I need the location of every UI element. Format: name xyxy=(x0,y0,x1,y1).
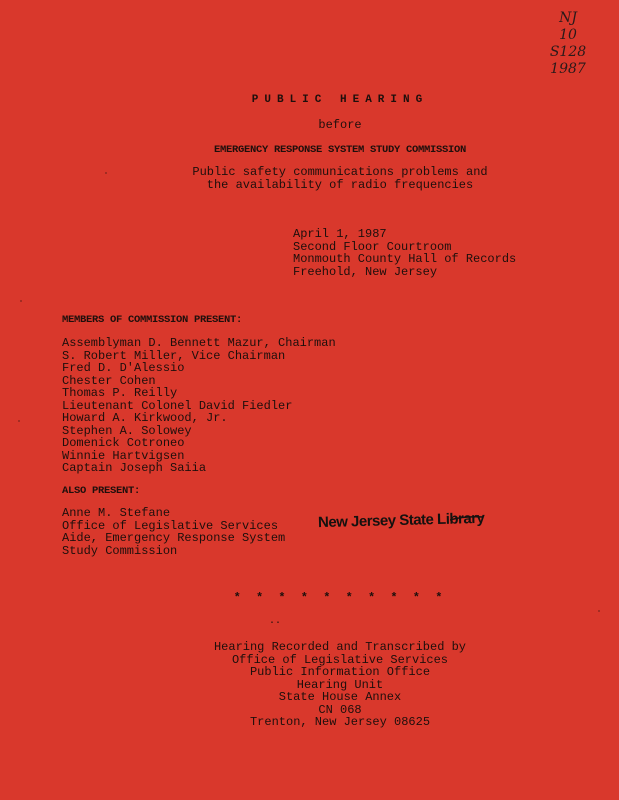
footer-line: Public Information Office xyxy=(249,665,431,679)
handwritten-line: NJ xyxy=(559,10,577,26)
footer-line: State House Annex xyxy=(278,690,402,704)
members-list xyxy=(62,337,336,475)
transcription-credit xyxy=(140,641,540,729)
also-present-item: Anne M. Stefane xyxy=(62,506,171,520)
footer-line: Hearing Recorded and Transcribed by xyxy=(213,640,467,654)
member-item: Winnie Hartvigsen xyxy=(62,448,185,463)
handwritten-line: 10 xyxy=(559,27,577,43)
date-location-block xyxy=(293,228,516,278)
footer-line: Office of Legislative Services xyxy=(231,652,449,667)
separator-stars: * * * * * * * * * * xyxy=(233,591,447,605)
document-title: PUBLIC HEARING xyxy=(251,94,429,106)
footer-line: Trenton, New Jersey 08625 xyxy=(249,715,431,729)
member-item: S. Robert Miller, Vice Chairman xyxy=(62,348,286,363)
before-label: before xyxy=(318,118,362,132)
hearing-room: Second Floor Courtroom xyxy=(293,239,452,254)
small-mark: .. xyxy=(268,616,281,627)
hearing-building: Monmouth County Hall of Records xyxy=(293,252,517,266)
member-item: Domenick Cotroneo xyxy=(62,436,185,450)
member-item: Stephen A. Solowey xyxy=(62,423,192,438)
paper-speck xyxy=(20,300,22,302)
member-item: Fred D. D'Alessio xyxy=(62,361,185,375)
hearing-city: Freehold, New Jersey xyxy=(293,264,438,279)
paper-speck xyxy=(18,420,20,422)
handwritten-line: S128 xyxy=(549,44,587,60)
hearing-date: April 1, 1987 xyxy=(293,227,387,241)
member-item: Howard A. Kirkwood, Jr. xyxy=(62,411,228,425)
library-stamp: New Jersey State Library xyxy=(317,509,485,532)
members-heading: MEMBERS OF COMMISSION PRESENT: xyxy=(62,314,243,326)
subject-line: the availability of radio frequencies xyxy=(206,177,474,192)
paper-speck xyxy=(598,610,600,612)
member-item: Lieutenant Colonel David Fiedler xyxy=(62,398,293,413)
paper-speck xyxy=(105,172,107,174)
member-item: Assemblyman D. Bennett Mazur, Chairman xyxy=(62,336,336,350)
also-present-list xyxy=(62,507,285,557)
member-item: Captain Joseph Saiia xyxy=(62,461,207,475)
footer-line: Hearing Unit xyxy=(296,677,384,692)
handwritten-line: 1987 xyxy=(550,61,586,77)
also-present-item: Study Commission xyxy=(62,543,178,558)
commission-name: EMERGENCY RESPONSE SYSTEM STUDY COMMISSION xyxy=(213,144,467,156)
handwritten-call-number xyxy=(536,10,600,78)
member-item: Chester Cohen xyxy=(62,373,156,388)
also-present-heading: ALSO PRESENT: xyxy=(62,485,141,497)
also-present-item: Aide, Emergency Response System xyxy=(62,531,286,545)
also-present-item: Office of Legislative Services xyxy=(62,518,279,533)
member-item: Thomas P. Reilly xyxy=(62,386,178,400)
footer-line: CN 068 xyxy=(318,702,362,717)
hearing-subject xyxy=(110,166,570,191)
subject-line: Public safety communications problems and xyxy=(192,165,488,179)
stamp-flourish-icon xyxy=(450,515,484,521)
